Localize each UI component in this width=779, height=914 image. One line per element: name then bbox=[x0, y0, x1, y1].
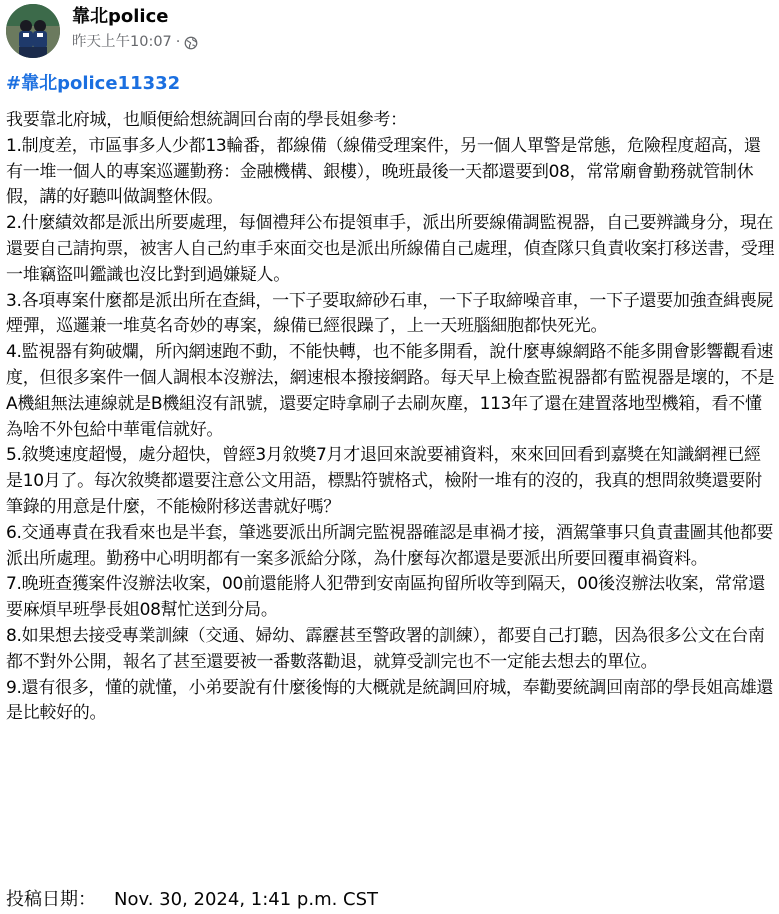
separator-dot: · bbox=[175, 34, 181, 50]
submission-date-label: 投稿日期： bbox=[6, 889, 96, 910]
post-time[interactable]: 昨天上午10:07 bbox=[72, 34, 172, 50]
post-paragraph: 3.各項專案什麼都是派出所在查緝，一下子要取締砂石車，一下子取締噪音車，一下子還要加強查緝喪屍煙彈，巡邏兼一堆莫名奇妙的專案，線備已經很躁了，上一天班腦細胞都快死光。 bbox=[6, 290, 774, 337]
post-meta bbox=[72, 4, 198, 53]
post-body bbox=[6, 108, 776, 727]
post-paragraph: 2.什麼績效都是派出所要處理，每個禮拜公布提領車手，派出所要線備調監視器，自己要辨識身分，現在還要自己請拘票，被害人自己約車手來面交也是派出所線備自己處理，偵查隊只負責收案打移送書，受理一堆竊盜叫鑑識也沒比對到過嫌疑人。 bbox=[6, 213, 775, 285]
submission-date-value: Nov. 30, 2024, 1:41 p.m. CST bbox=[114, 889, 379, 910]
post-header bbox=[6, 4, 198, 60]
post-paragraph: 1.制度差，市區事多人少都13輪番，都線備（線備受理案件，另一個人單警是常態，危險程度超高，還有一堆一個人的專案巡邏勤務：金融機構、銀樓），晚班最後一天都還要到08，常常廟會勤務就管制休假，講的好聽叫做調整休假。 bbox=[6, 135, 761, 208]
avatar[interactable] bbox=[6, 4, 60, 58]
globe-icon[interactable] bbox=[184, 35, 198, 49]
post-paragraph: 7.晚班查獲案件沒辦法收案，00前還能將人犯帶到安南區拘留所收等到隔天，00後沒辦法收案，常常還要麻煩早班學長姐08幫忙送到分局。 bbox=[6, 574, 766, 621]
post-paragraph: 6.交通專責在我看來也是半套，肇逃要派出所調完監視器確認是車禍才接，酒駕肇事只負責畫圖其他都要派出所處理。勤務中心明明都有一案多派給分隊，為什麼每次都還是要派出所要回覆車禍資料。 bbox=[6, 522, 774, 569]
post-paragraph: 4.監視器有夠破爛，所內網速跑不動，不能快轉，也不能多開看，說什麼專線網路不能多開會影響觀看速度，但很多案件一個人調根本沒辦法，網速根本撥接網路。每天早上檢查監視器都有監視器是壞的，不是A機組無法連線就是B機組沒有訊號，還要定時拿刷子去刷灰塵，113年了還在建置落地型機箱，看不懂為啥不外包給中華電信就好。 bbox=[6, 342, 775, 440]
author-name[interactable]: 靠北police bbox=[72, 6, 169, 27]
time-row bbox=[72, 31, 198, 53]
post-paragraph: 我要靠北府城，也順便給想統調回台南的學長姐參考： bbox=[6, 110, 407, 130]
post-paragraph: 9.還有很多，懂的就懂，小弟要說有什麼後悔的大概就是統調回府城，奉勸要統調回南部的學長姐高雄還是比較好的。 bbox=[6, 677, 774, 724]
post-paragraph: 5.敘獎速度超慢，處分超快，曾經3月敘獎7月才退回來說要補資料，來來回回看到嘉獎在知識網裡已經是10月了。每次敘獎都還要注意公文用語，標點符號格式，檢附一堆有的沒的，我真的想問敘獎還要附筆錄的用意是什麼，不能檢附移送書就好嗎？ bbox=[6, 445, 762, 517]
avatar-two-students-icon bbox=[6, 4, 60, 58]
hashtag-link[interactable]: #靠北police11332 bbox=[6, 73, 181, 94]
submission-date bbox=[6, 886, 378, 914]
post-paragraph: 8.如果想去接受專業訓練（交通、婦幼、霹靂甚至警政署的訓練），都要自己打聽，因為很多公文在台南都不對外公開，報名了甚至還要被一番數落勸退，就算受訓完也不一定能去想去的單位。 bbox=[6, 625, 765, 672]
